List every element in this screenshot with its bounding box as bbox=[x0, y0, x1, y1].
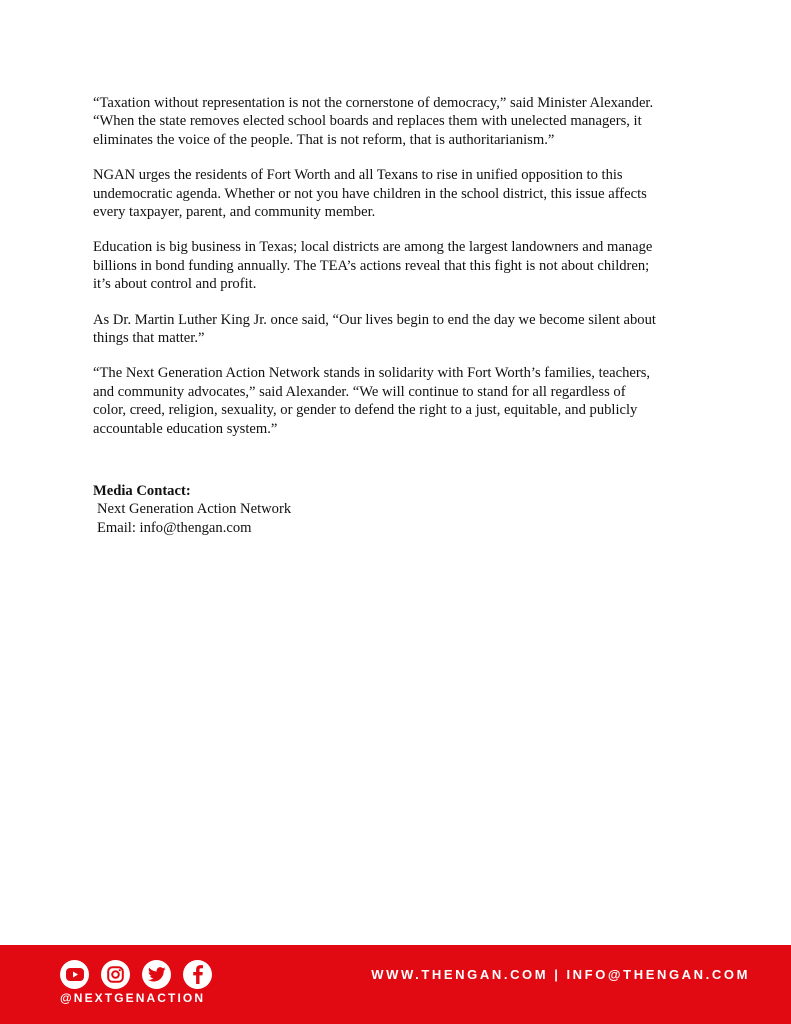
text-line: “When the state removes elected school boards and replaces them with unelected managers, it bbox=[93, 113, 642, 130]
contact-organization: Next Generation Action Network bbox=[97, 501, 292, 518]
youtube-icon[interactable] bbox=[60, 960, 89, 989]
paragraph bbox=[93, 166, 697, 221]
text-line: it’s about control and profit. bbox=[93, 276, 257, 293]
media-contact-heading: Media Contact: bbox=[93, 483, 191, 499]
text-line: accountable education system.” bbox=[93, 420, 278, 437]
separator: | bbox=[554, 967, 561, 982]
text-line: NGAN urges the residents of Fort Worth and all Texans to rise in unified opposition to this bbox=[93, 167, 623, 184]
text-line: and community advocates,” said Alexander. “We will continue to stand for all regardless of bbox=[93, 383, 626, 400]
website-link[interactable]: WWW.THENGAN.COM bbox=[371, 967, 549, 982]
text-line: As Dr. Martin Luther King Jr. once said, “Our lives begin to end the day we become silent about bbox=[93, 311, 656, 328]
text-line: every taxpayer, parent, and community member. bbox=[93, 204, 376, 221]
text-line: billions in bond funding annually. The TEA’s actions reveal that this fight is not about children; bbox=[93, 257, 650, 274]
media-contact-block bbox=[93, 482, 291, 537]
paragraph bbox=[93, 364, 697, 438]
contact-email[interactable]: Email: info@thengan.com bbox=[97, 519, 252, 536]
footer-bar bbox=[0, 945, 791, 1024]
footer-contact-line bbox=[371, 967, 750, 982]
instagram-icon[interactable] bbox=[101, 960, 130, 989]
footer-email-link[interactable]: INFO@THENGAN.COM bbox=[566, 967, 750, 982]
paragraph bbox=[93, 311, 697, 348]
twitter-icon[interactable] bbox=[142, 960, 171, 989]
text-line: things that matter.” bbox=[93, 330, 205, 347]
paragraph bbox=[93, 94, 697, 149]
press-release-body bbox=[93, 94, 697, 455]
facebook-icon[interactable] bbox=[183, 960, 212, 989]
text-line: “Taxation without representation is not the cornerstone of democracy,” said Minister Alexander. bbox=[93, 95, 654, 111]
social-handle: @NEXTGENACTION bbox=[60, 991, 206, 1005]
social-icons bbox=[60, 960, 212, 990]
text-line: Education is big business in Texas; local districts are among the largest landowners and manage bbox=[93, 239, 653, 256]
paragraph bbox=[93, 238, 697, 293]
text-line: eliminates the voice of the people. That is not reform, that is authoritarianism.” bbox=[93, 131, 555, 148]
text-line: undemocratic agenda. Whether or not you have children in the school district, this issue affects bbox=[93, 185, 647, 202]
text-line: “The Next Generation Action Network stands in solidarity with Fort Worth’s families, teachers, bbox=[93, 365, 651, 382]
text-line: color, creed, religion, sexuality, or gender to defend the right to a just, equitable, and publicly bbox=[93, 402, 638, 419]
